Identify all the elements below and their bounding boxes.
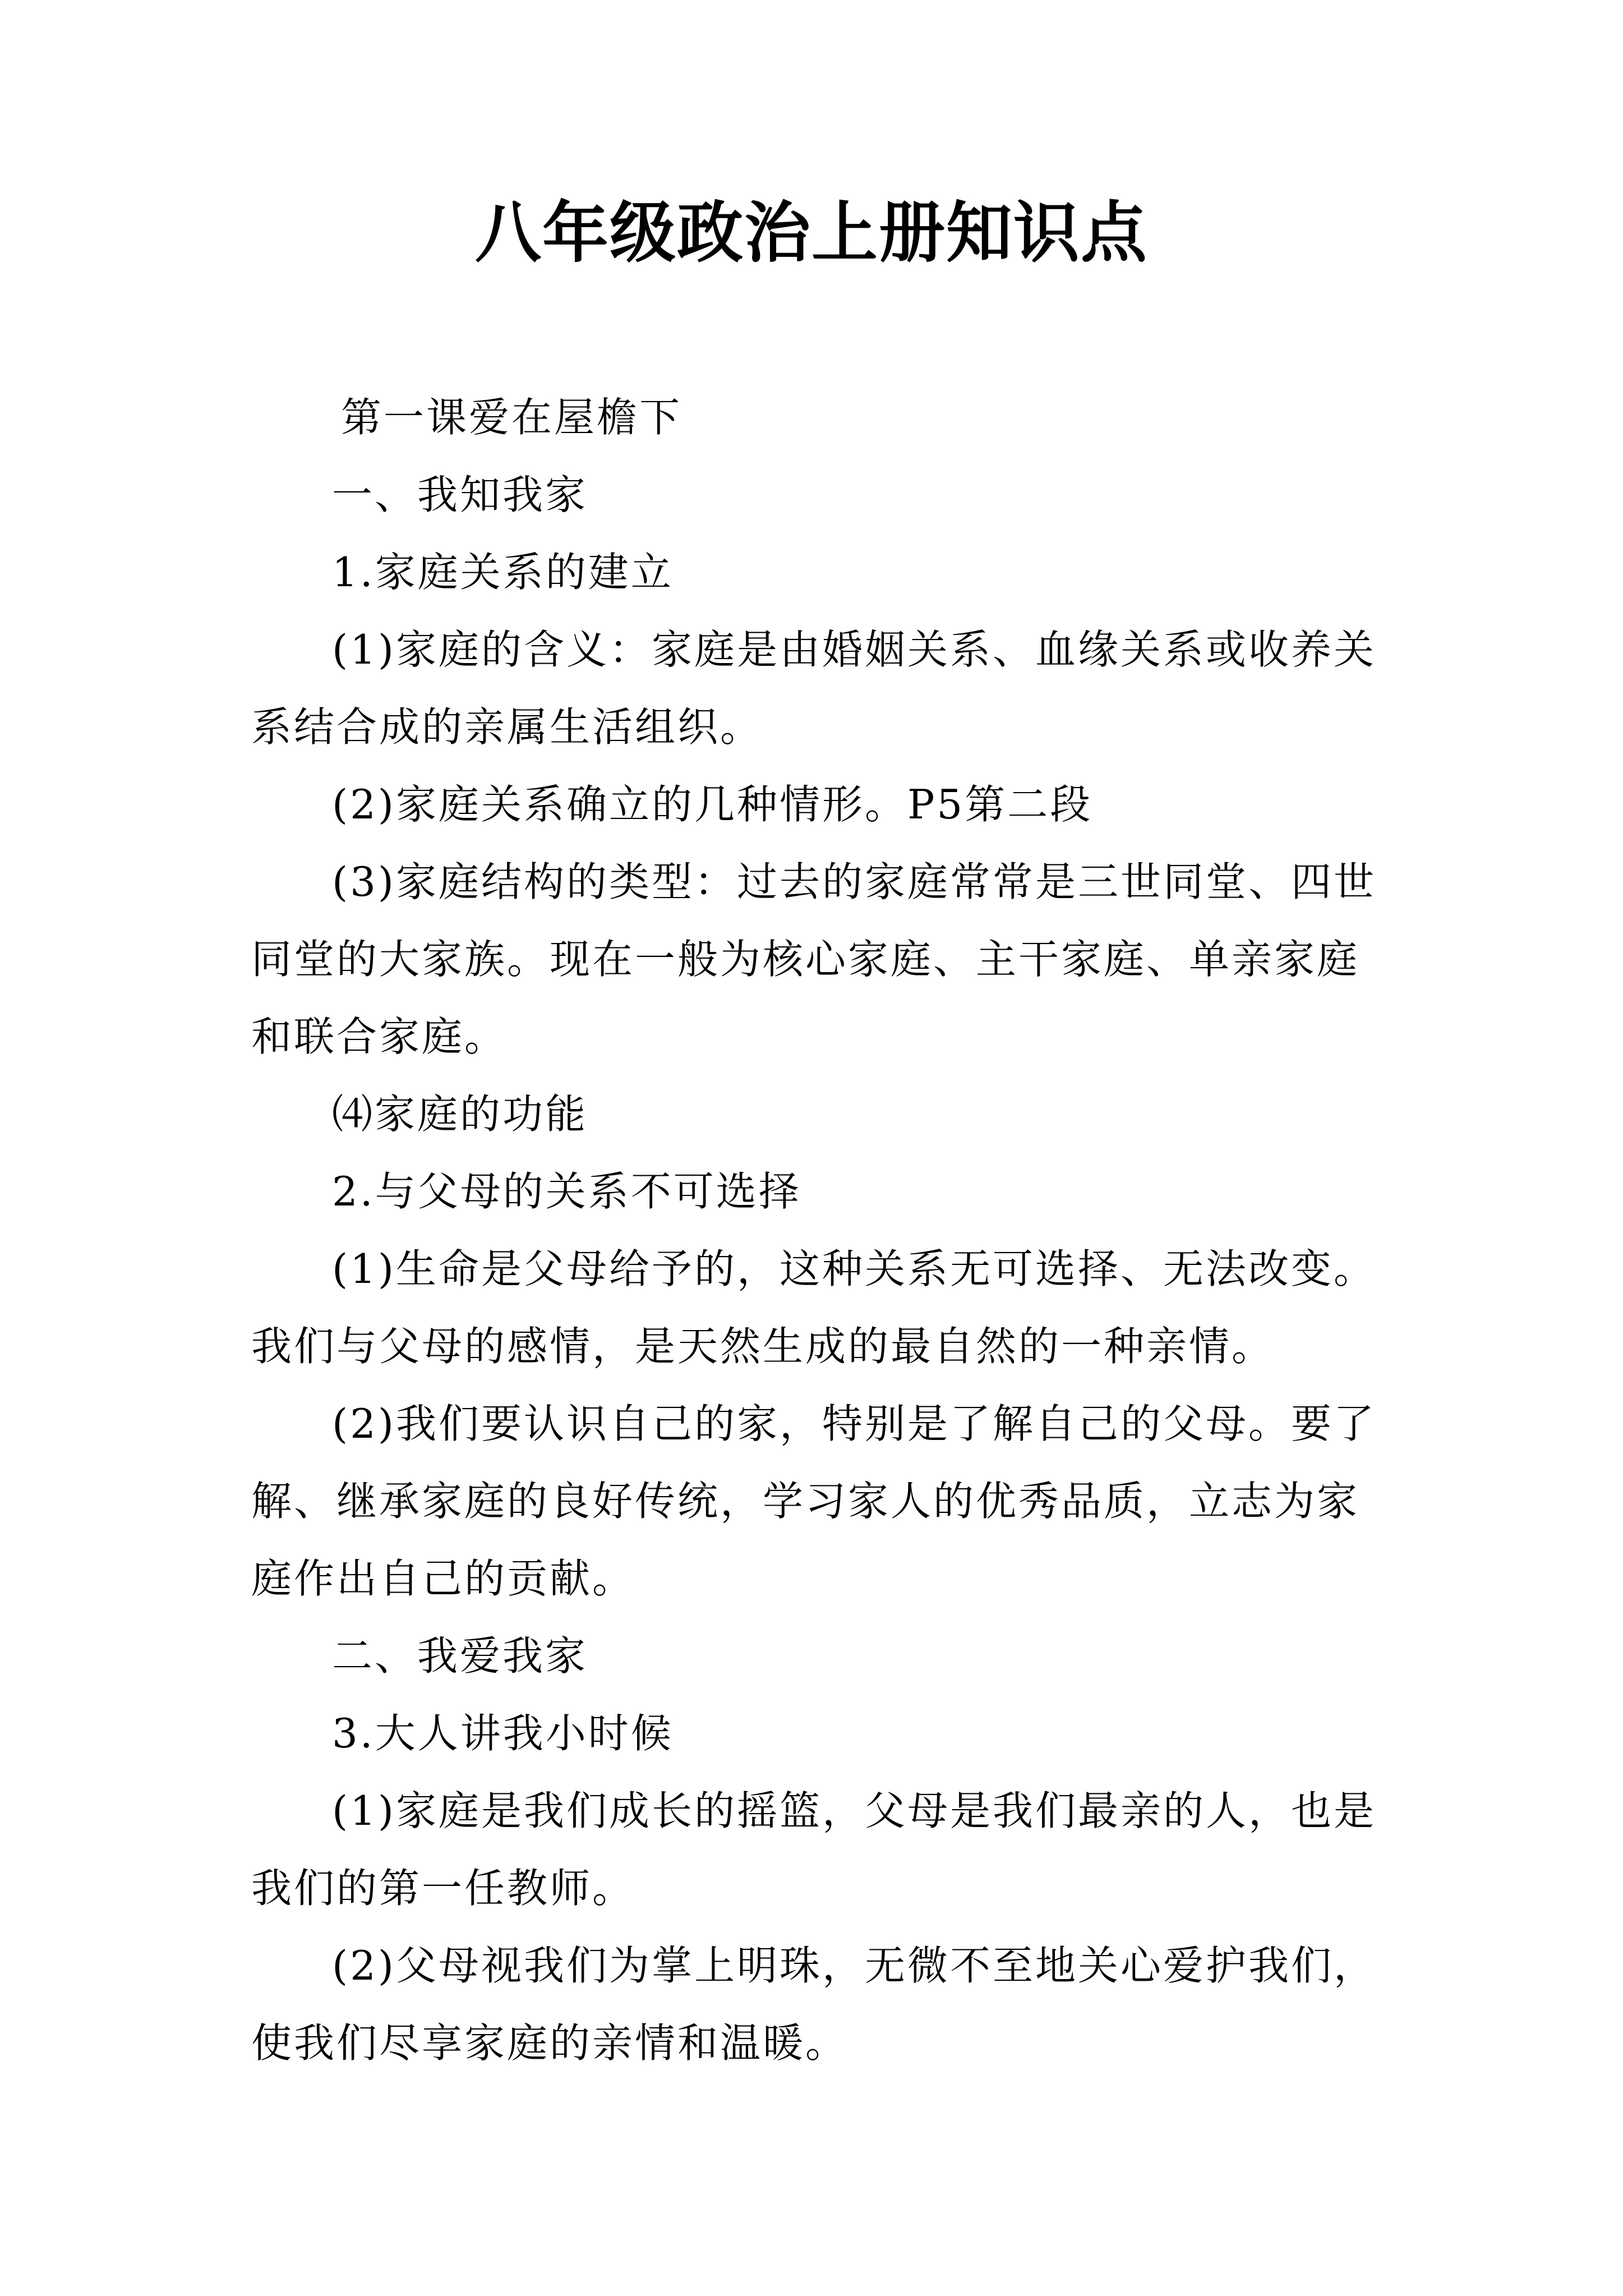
paragraph-lesson-title: 第一课爱在屋檐下 bbox=[341, 394, 683, 441]
paragraph-section-heading: 二、我爱我家 bbox=[332, 1632, 588, 1680]
document-title: 八年级政治上册知识点 bbox=[474, 194, 1148, 272]
paragraph: (1)家庭的含义：家庭是由婚姻关系、血缘关系或收养关系结合成的亲属生活组织。 bbox=[251, 626, 1376, 751]
paragraph: ⑷家庭的功能 bbox=[332, 1091, 588, 1138]
document-body bbox=[251, 379, 1392, 2082]
paragraph: (2)父母视我们为掌上明珠，无微不至地关心爱护我们，使我们尽享家庭的亲情和温暖。 bbox=[251, 1942, 1376, 2067]
paragraph-section-heading: 一、我知我家 bbox=[332, 471, 588, 518]
paragraph: (2)家庭关系确立的几种情形。P5第二段 bbox=[332, 781, 1093, 828]
paragraph-subheading: 3.大人讲我小时候 bbox=[332, 1710, 674, 1757]
paragraph: (2)我们要认识自己的家，特别是了解自己的父母。要了解、继承家庭的良好传统，学习家人的优秀品质，立志为家庭作出自己的贡献。 bbox=[251, 1400, 1376, 1602]
paragraph-subheading: 1.家庭关系的建立 bbox=[332, 549, 674, 596]
paragraph: (1)生命是父母给予的，这种关系无可选择、无法改变。我们与父母的感情，是天然生成的最自然的一种亲情。 bbox=[251, 1245, 1376, 1370]
paragraph: (3)家庭结构的类型：过去的家庭常常是三世同堂、四世同堂的大家族。现在一般为核心家庭、主干家庭、单亲家庭和联合家庭。 bbox=[251, 858, 1376, 1060]
paragraph: (1)家庭是我们成长的摇篮，父母是我们最亲的人，也是我们的第一任教师。 bbox=[251, 1787, 1376, 1912]
paragraph-subheading: 2.与父母的关系不可选择 bbox=[332, 1168, 801, 1215]
